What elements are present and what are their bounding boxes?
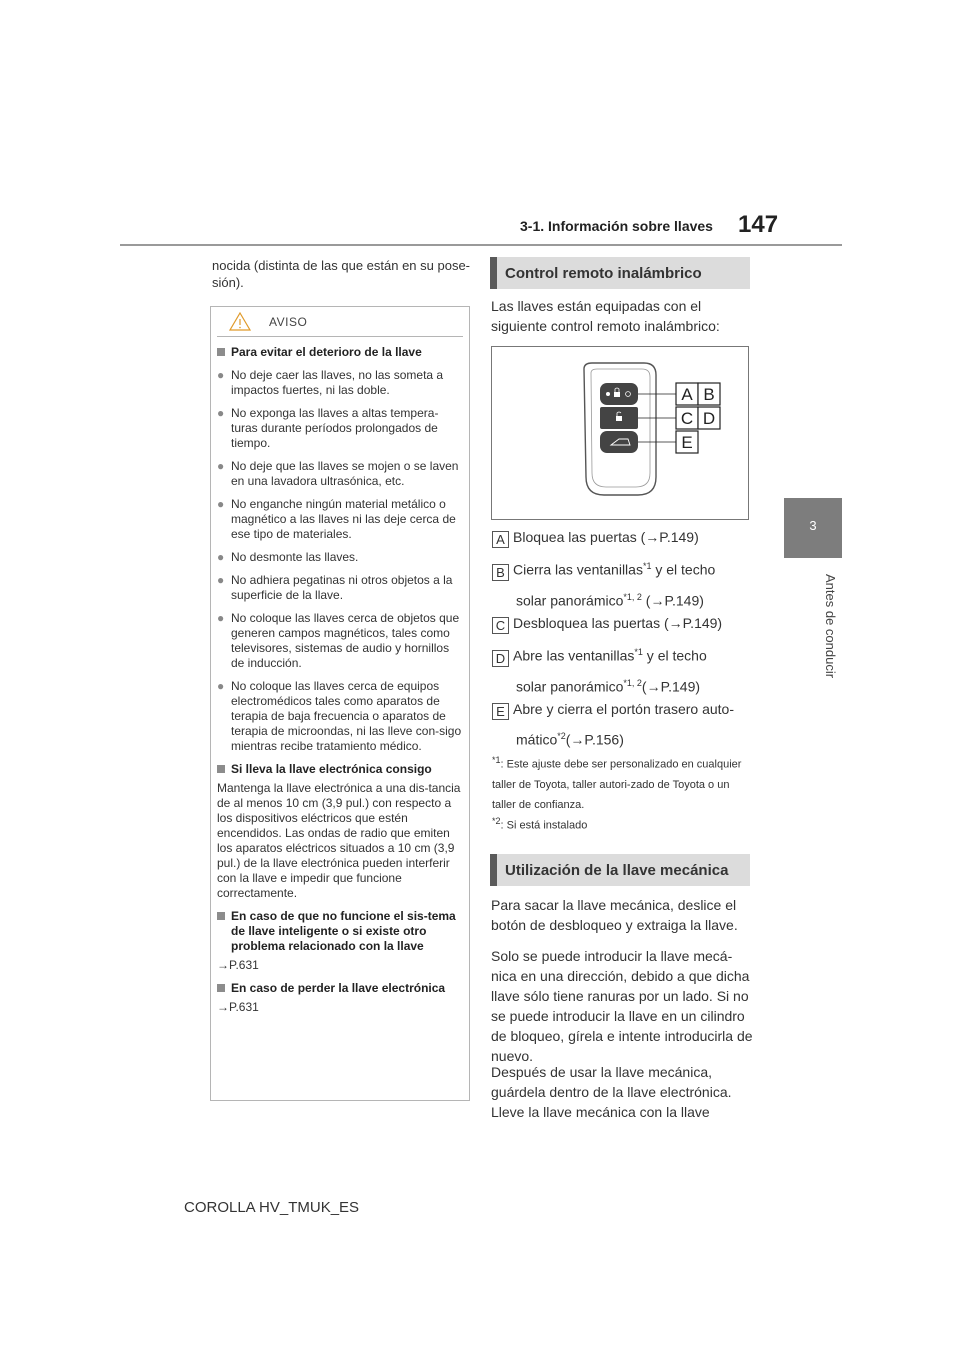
- callout-a: A: [681, 385, 693, 404]
- heading-bar: [490, 854, 497, 886]
- function-item: [492, 700, 754, 750]
- function-text: Desbloquea las puertas (→P.149): [513, 615, 723, 631]
- function-badge: C: [492, 617, 509, 634]
- round-bullet-icon: ●: [217, 573, 225, 587]
- caution-bullet: [217, 611, 463, 671]
- caution-subheading: [217, 909, 463, 954]
- caution-bullet: [217, 679, 463, 754]
- caution-text: →P.631: [217, 1000, 259, 1014]
- caution-bullet-text: No deje que las llaves se mojen o se laven en una lavadora ultrasónica, etc.: [231, 459, 459, 488]
- function-continuation: mático$^{*2}$(→P.156): [516, 731, 624, 748]
- caution-bullet: [217, 573, 463, 603]
- round-bullet-icon: ●: [217, 611, 225, 625]
- function-text: Cierra las ventanillas: [513, 561, 643, 578]
- heading-bar: [490, 257, 497, 289]
- function-badge: D: [492, 650, 509, 667]
- section-heading-remote-text: Control remoto inalámbrico: [505, 264, 702, 282]
- caution-subheading-text: En caso de que no funcione el sis-tema de llave inteligente o si existe otro problema relacionado con la llave: [231, 909, 456, 953]
- round-bullet-icon: ●: [217, 550, 225, 564]
- footer-code: COROLLA HV_TMUK_ES: [184, 1199, 360, 1216]
- smart-key-illustration: [492, 347, 748, 519]
- caution-subheading: [217, 981, 463, 996]
- chapter-tab: 3: [784, 498, 842, 558]
- square-bullet-icon: [217, 345, 231, 360]
- remote-intro: Las llaves están equipadas con el siguiente control remoto inalámbrico:: [491, 298, 720, 334]
- caution-bullet: [217, 497, 463, 542]
- warning-triangle-icon: [229, 312, 251, 331]
- square-bullet-icon: [217, 981, 231, 996]
- footnote-ref: *1: [634, 647, 643, 657]
- callout-b: B: [703, 385, 715, 404]
- section-heading-mechanical-text: Utilización de la llave mecánica: [505, 861, 729, 879]
- caution-subheading: [217, 345, 463, 360]
- mech-para-3: Después de usar la llave mecánica, guárdela dentro de la llave electrónica. Lleve la llave mecánica con la llave: [491, 1064, 732, 1120]
- square-bullet-icon: [217, 909, 231, 954]
- caution-header: [217, 307, 463, 337]
- header-section-title: 3-1. Información sobre llaves: [520, 218, 713, 234]
- caution-bullet-text: No desmonte las llaves.: [231, 550, 359, 564]
- page-number: 147: [738, 211, 779, 238]
- function-badge: A: [492, 531, 509, 548]
- footnote-ref: *1: [642, 561, 652, 571]
- caution-box: [210, 306, 470, 1101]
- caution-text: →P.631: [217, 958, 259, 972]
- function-item: [492, 614, 754, 634]
- section-heading-remote: [490, 257, 750, 289]
- caution-subheading-text: Si lleva la llave electrónica consigo: [231, 762, 432, 776]
- function-badge: E: [492, 703, 509, 720]
- round-bullet-icon: ●: [217, 679, 225, 693]
- round-bullet-icon: ●: [217, 459, 225, 473]
- remote-key-figure: [491, 346, 749, 520]
- function-text: y el techo: [651, 561, 716, 578]
- caution-subheading-text: En caso de perder la llave electrónica: [231, 981, 446, 995]
- footnote-2: $^{*2}$: Si está instalado: [492, 816, 588, 832]
- round-bullet-icon: ●: [217, 406, 225, 420]
- caution-bullet: [217, 368, 463, 398]
- callout-e: E: [681, 433, 693, 452]
- section-heading-mechanical: [490, 854, 750, 886]
- caution-bullet-text: No exponga las llaves a altas tempera-turas durante períodos prolongados de tiempo.: [231, 406, 439, 450]
- caution-bullet: [217, 406, 463, 451]
- caution-bullet: [217, 459, 463, 489]
- footnote-1: $^{*1}$: Este ajuste debe ser personalizado en cualquier taller de Toyota, taller autori-zado de Toyota o un taller de confianza.: [492, 755, 742, 811]
- caution-bullet: [217, 550, 463, 565]
- caution-text: Mantenga la llave electrónica a una dis-tancia de al menos 10 cm (3,9 pul.) con respecto a los dispositivos eléctricos que estén encendidos. Las ondas de radio que emiten los aparatos eléctricos situados a 10 cm (3,9 pul.) de la llave electrónica pueden interferir con la llave e impedir que funcione correctamente.: [217, 781, 461, 900]
- chapter-tab-label: Antes de conducir: [823, 573, 838, 679]
- caution-subheading-text: Para evitar el deterioro de la llave: [231, 345, 422, 359]
- function-continuation: solar panorámico$^{*1, 2}$ (→P.149): [516, 591, 704, 609]
- caution-bullet-text: No coloque las llaves cerca de equipos electromédicos tales como aparatos de terapia de baja frecuencia o aparatos de terapia de microondas, ni las lleve con-sigo mientras recibe tratamiento médico.: [231, 679, 462, 753]
- function-item: [492, 528, 754, 548]
- caution-title: AVISO: [269, 314, 308, 329]
- caution-bullet-text: No enganche ningún material metálico o magnético a las llaves ni las deje cerca de ese tipo de materiales.: [231, 497, 456, 541]
- function-text: Abre las ventanillas: [513, 647, 635, 664]
- function-item: [492, 557, 754, 610]
- square-bullet-icon: [217, 762, 231, 777]
- header-divider: [120, 244, 842, 246]
- caution-bullet-text: No deje caer las llaves, no las someta a impactos fuertes, ni las doble.: [231, 368, 444, 397]
- function-text: Bloquea las puertas (→P.149): [513, 529, 699, 545]
- function-item: [492, 643, 754, 696]
- mech-para-2: Solo se puede introducir la llave mecá-nica en una dirección, debido a que dicha llave sólo tiene ranuras por un lado. Si no se puede introducir la llave en un cilindro de bloqueo, gírela e intente introducirla de nuevo.: [491, 948, 753, 1064]
- caution-bullet-text: No coloque las llaves cerca de objetos que generen campos magnéticos, tales como televisores, sistemas de audio y hornillos de inducción.: [231, 611, 460, 670]
- callout-c: C: [680, 409, 694, 428]
- round-bullet-icon: ●: [217, 497, 225, 511]
- function-badge: B: [492, 564, 509, 581]
- callout-d: D: [702, 409, 716, 428]
- function-text: y el techo: [642, 647, 707, 664]
- mech-para-1: Para sacar la llave mecánica, deslice el botón de desbloqueo y extraiga la llave.: [491, 897, 738, 933]
- round-bullet-icon: ●: [217, 368, 225, 382]
- intro-text: nocida (distinta de las que están en su pose-sión).: [212, 258, 471, 290]
- caution-subheading: [217, 762, 463, 777]
- caution-bullet-text: No adhiera pegatinas ni otros objetos a la superficie de la llave.: [231, 573, 453, 602]
- function-text: Abre y cierra el portón trasero auto-: [513, 701, 734, 717]
- function-continuation: solar panorámico$^{*1, 2}$(→P.149): [516, 677, 701, 695]
- caution-items: [217, 345, 463, 1015]
